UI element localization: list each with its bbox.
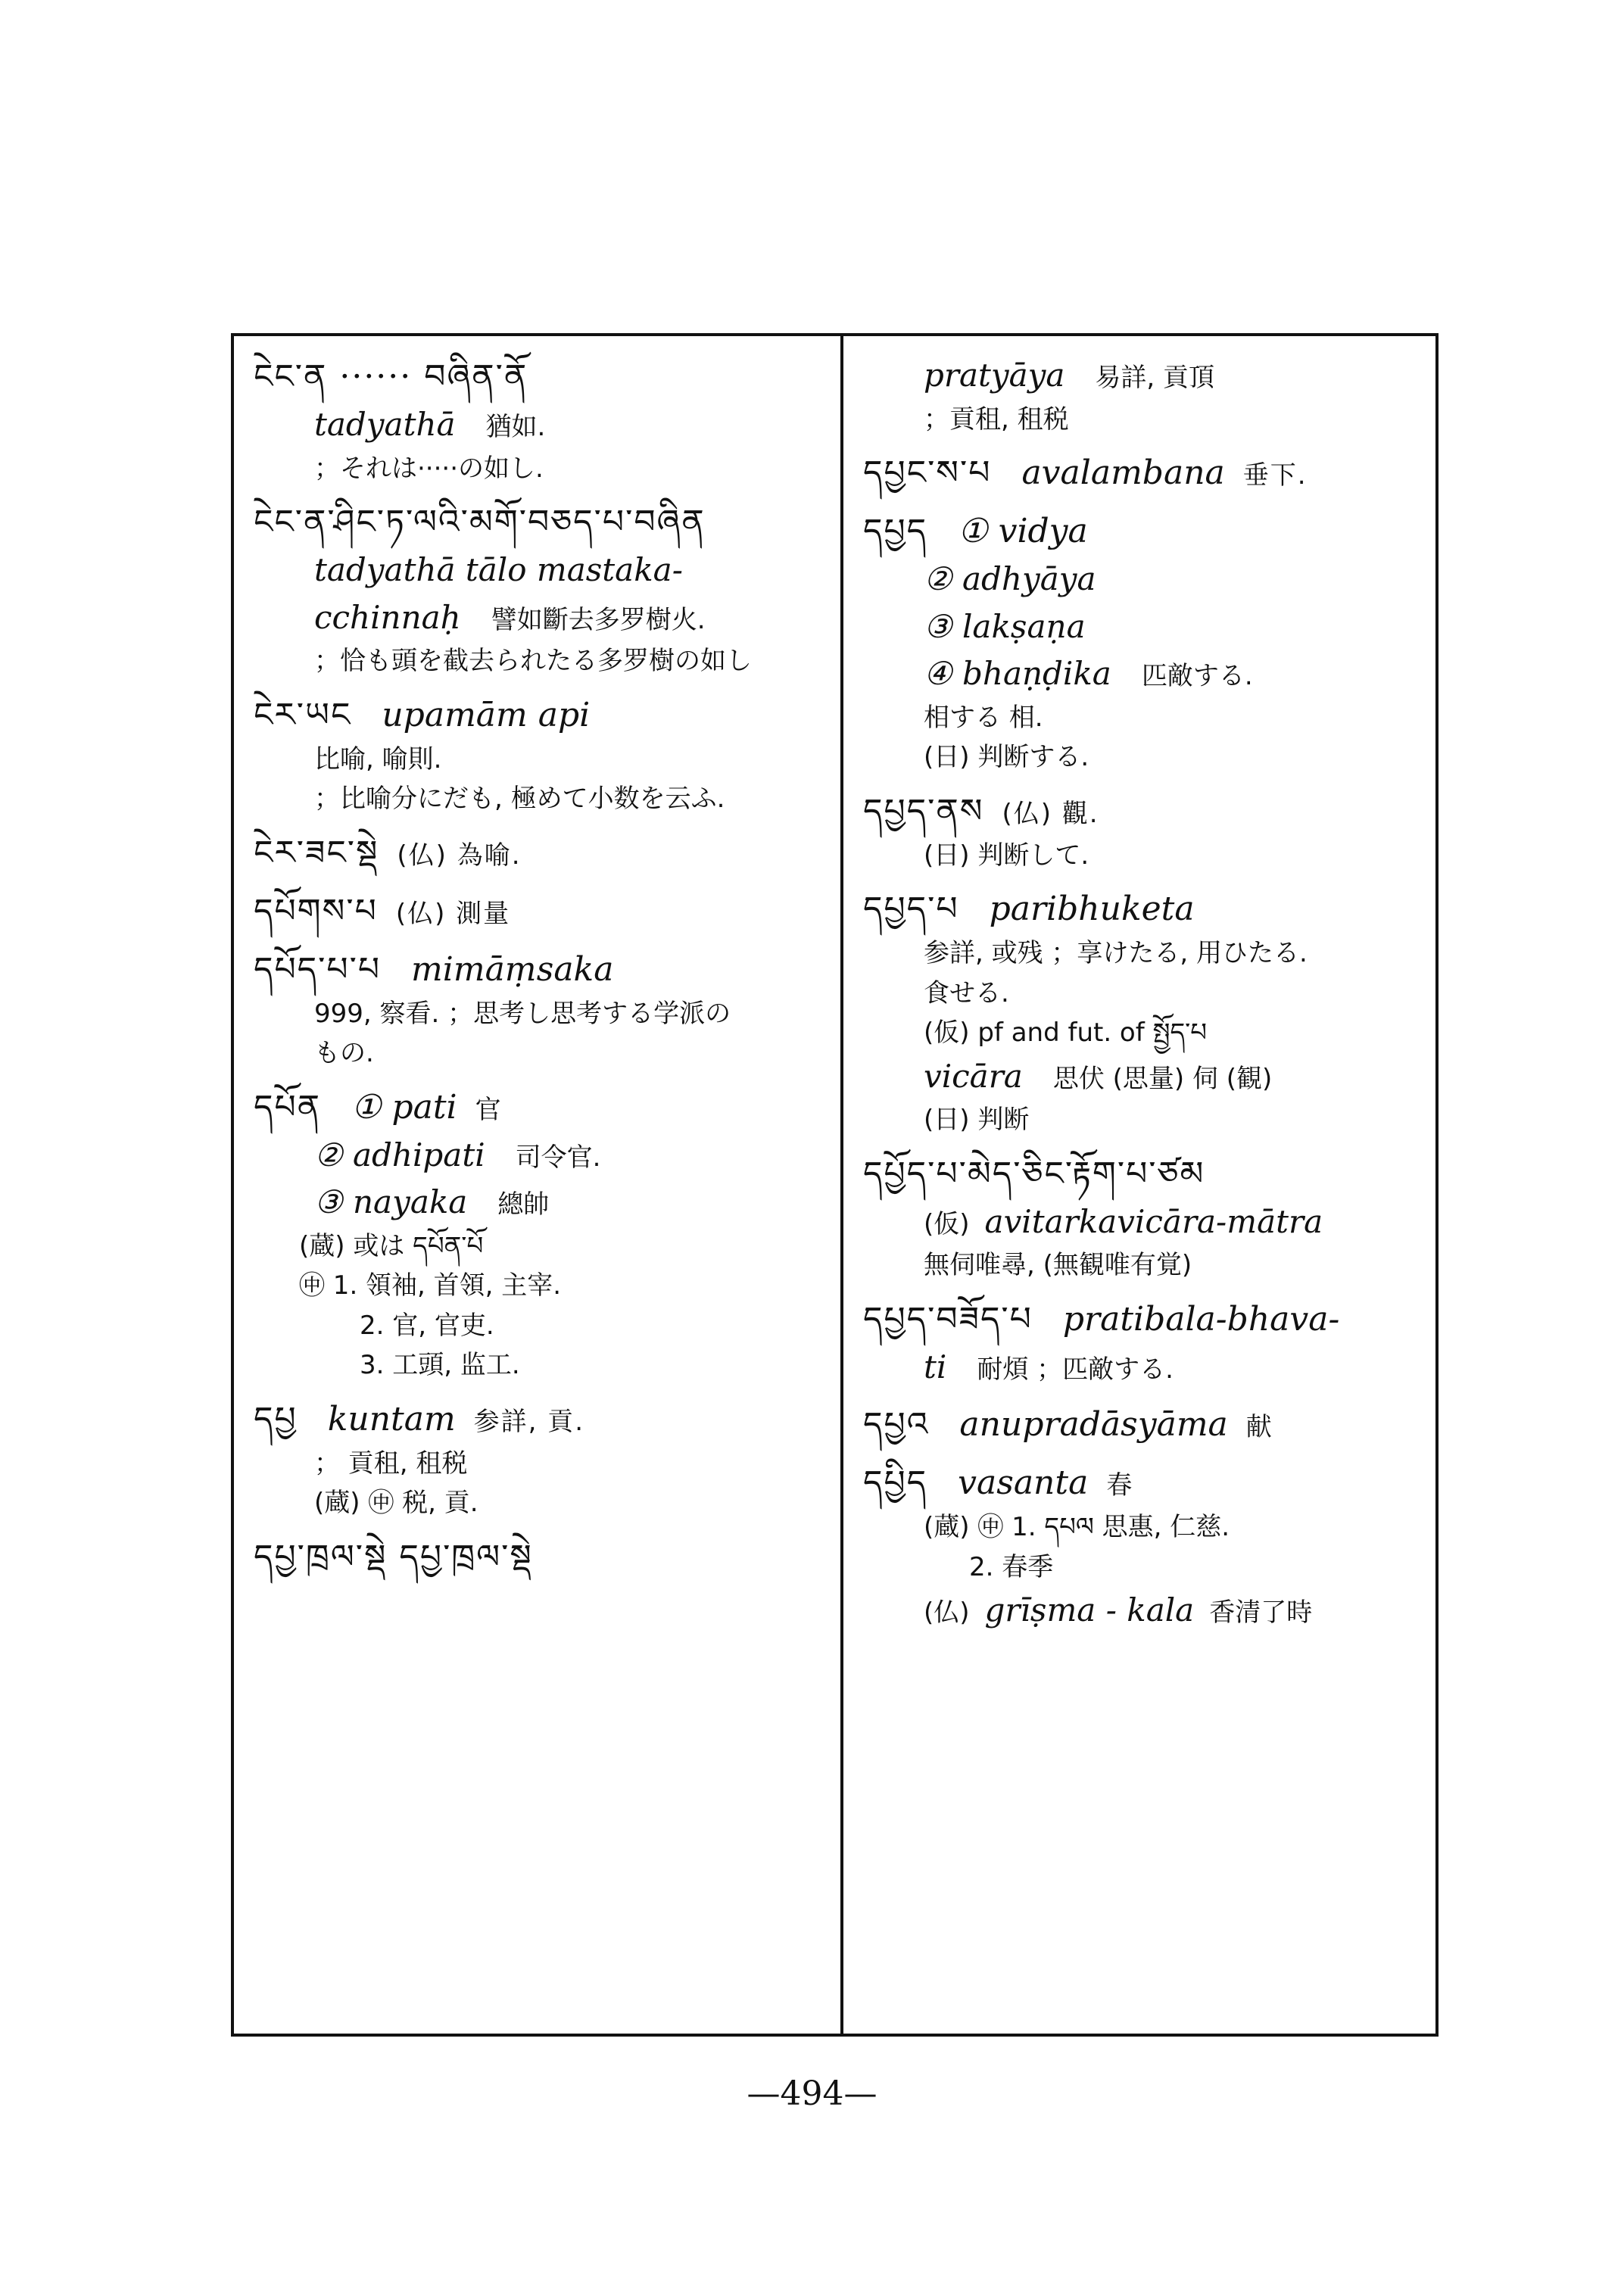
sanskrit-term: ④ bhaṇḍika [924,655,1111,692]
sanskrit-term: paribhuketa [989,890,1195,928]
entry-head: དཔྱད [863,512,928,550]
entry-head: དཔྱང་ས་པ [863,454,992,492]
sanskrit-term: cchinnaḥ [314,598,461,636]
sanskrit-term: grīṣma - kala [984,1591,1195,1629]
japanese-gloss: 思伏 (思量) 伺 (観) [1052,1063,1273,1094]
japanese-gloss: もの. [314,1038,374,1068]
japanese-gloss: 比喻, 喻則. [314,743,442,775]
entry [254,356,829,485]
entry-head: དཔོད་པ་པ [254,949,382,989]
japanese-gloss: 香清了時 [1209,1597,1313,1628]
entry [254,832,829,874]
column-divider [840,336,843,2034]
japanese-gloss: ；貢租, 租税 [924,404,1069,435]
japanese-gloss: (日) 判断する. [924,742,1089,772]
sanskrit-term: pratyāya [924,357,1065,394]
japanese-gloss: 無伺唯尋, (無観唯有覚) [924,1250,1192,1280]
entry-head: དཔོན [254,1087,322,1127]
japanese-gloss: 2. 官, 官吏. [360,1310,494,1341]
entry [863,1298,1423,1388]
entry [254,694,829,815]
sanskrit-term: ③ lakṣaṇa [924,607,1086,645]
japanese-gloss: 食せる. [924,977,1009,1008]
left-column [254,356,829,1594]
entry-head: དཔྱའ [863,1405,930,1444]
right-column [863,356,1423,1647]
japanese-gloss: (仏) [924,1597,970,1628]
japanese-gloss: 3. 工頭, 监工. [360,1350,520,1380]
japanese-gloss: (仮) [924,1208,970,1239]
sanskrit-term: tadyathā [314,406,456,443]
japanese-gloss: 垂下. [1242,460,1308,491]
entry-head: དཔྱིད [863,1463,928,1502]
japanese-gloss: ；それは·····の如し. [314,453,544,484]
japanese-gloss: 相する 相. [924,702,1043,733]
japanese-gloss: ㊥ 1. 領袖, 首領, 主宰. [299,1270,562,1301]
japanese-gloss: 總帥 [497,1189,550,1220]
japanese-gloss: (仏) 測量 [395,898,511,929]
entry [863,452,1423,494]
japanese-gloss: (蔵) 或は དཔོན་པོ [299,1230,484,1261]
entry [863,790,1423,872]
sanskrit-term: mimāṃsaka [411,949,614,989]
japanese-gloss: (仏) 觀. [1002,798,1099,829]
entry-head: དཔྱོད་པ་མེད་ཅིང་རྟོག་པ་ཙམ [863,1154,1205,1193]
japanese-gloss: ； 貢租, 租税 [314,1448,468,1479]
sanskrit-term: pratibala-bhava- [1062,1299,1340,1339]
entry-head: ངེང་ན་ཤིང་ཏ་ལའི་མགོ་བཅད་པ་བཞིན [254,503,706,541]
japanese-gloss: (日) 判断して. [924,840,1089,871]
japanese-gloss: 易詳, 貢頂 [1095,363,1215,393]
entry [863,888,1423,1136]
entry-head: དཔྱ [254,1399,298,1438]
japanese-gloss: 耐煩 ；匹敵する. [977,1354,1174,1385]
entry [863,1153,1423,1282]
entry [863,1462,1423,1631]
japanese-gloss: 参詳, 或残 ；享けたる, 用ひたる. [924,938,1308,968]
sanskrit-term: upamām api [382,695,591,734]
entry [254,501,829,678]
japanese-gloss: ；比喻分にだも, 極めて小数を云ふ. [314,784,725,814]
entry-head: དཔྱ་ཁྲལ་སྡེ དཔྱ་ཁྲལ་སྡེ [254,1537,533,1576]
sanskrit-term: ② adhyāya [924,560,1096,597]
sanskrit-term: kuntam [327,1399,456,1438]
japanese-gloss: (日) 判断 [924,1105,1030,1135]
entry-head: དཔྱད་བཟོད་པ [863,1299,1033,1339]
entry-head: དཔོགས་པ [254,891,378,930]
entry-head: ངེར་ཡང [254,695,352,734]
japanese-gloss: (仮) pf and fut. of སྤྱོད་པ [924,1018,1208,1048]
sanskrit-term: ① vidya [958,512,1088,550]
entry [863,1404,1423,1445]
page-number: —494— [747,2074,877,2113]
japanese-gloss: 猶如. [485,412,546,442]
japanese-gloss: (蔵) ㊥ 1. དཔལ 思惠, 仁慈. [924,1512,1230,1542]
entry-head: དཔྱད་ནས [863,791,984,831]
japanese-gloss: (仏) 為喻. [397,840,522,871]
japanese-gloss: 官 [475,1094,503,1125]
entry [254,1086,829,1382]
japanese-gloss: 2. 春季 [969,1551,1054,1582]
sanskrit-term: ti [924,1348,947,1385]
entry-head: དཔྱད་པ [863,890,959,928]
sanskrit-term: ① pati [351,1087,457,1127]
sanskrit-term: ② adhipati [314,1136,485,1173]
japanese-gloss: 999, 察看. ；思考し思考する学派の [314,998,731,1029]
entry [254,890,829,932]
sanskrit-term: avalambana [1021,454,1225,492]
japanese-gloss: 献 [1245,1412,1273,1442]
japanese-gloss: 匹敵する. [1141,661,1253,691]
entry [863,510,1423,774]
sanskrit-term: avitarkavicāra-mātra [984,1202,1323,1240]
entry-head: ངེང་ན ······ བཞིན་ནོ [254,357,528,396]
japanese-gloss: 春 [1106,1470,1134,1501]
entry-head: ངེར་ཟང་སྡེ [254,833,379,872]
sanskrit-term: tadyathā tālo mastaka- [314,551,683,588]
sanskrit-term: anupradāsyāma [959,1405,1228,1444]
entry [863,356,1423,435]
entry [254,1398,829,1519]
entry [254,949,829,1070]
japanese-gloss: 譬如斷去多罗樹火. [491,604,706,635]
sanskrit-term: vicāra [924,1057,1023,1095]
japanese-gloss: (蔵) ㊥ 税, 貢. [314,1488,478,1518]
sanskrit-term: vasanta [958,1463,1089,1502]
japanese-gloss: 司令官. [515,1142,601,1173]
japanese-gloss: 参詳, 貢. [473,1406,585,1437]
sanskrit-term: ③ nayaka [314,1183,468,1220]
entry [254,1536,829,1578]
japanese-gloss: ；恰も頭を截去られたる多罗樹の如し [314,646,752,676]
